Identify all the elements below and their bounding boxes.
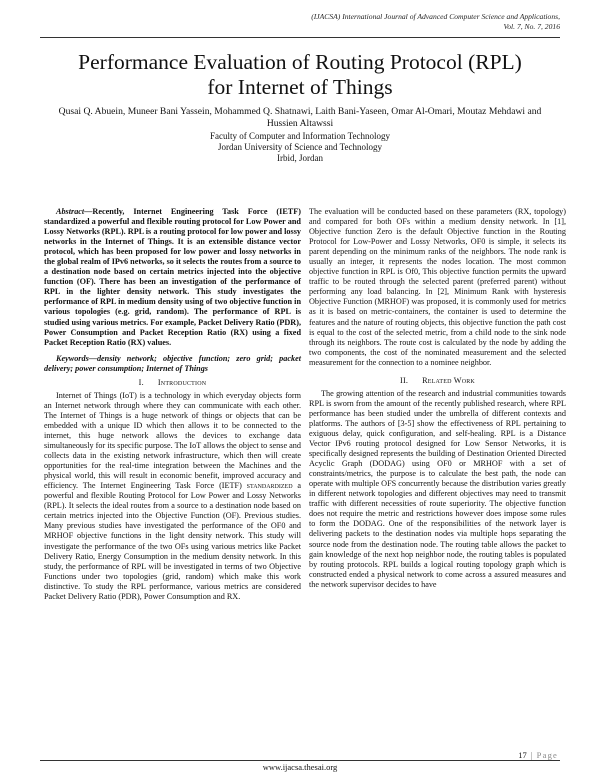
section-title: Related Work [422, 375, 475, 385]
page-number [518, 750, 558, 760]
title-line-2: for Internet of Things [207, 75, 393, 99]
paper-title [40, 50, 560, 100]
page-label: Page [536, 750, 558, 760]
keywords: Keywords—density network; objective function; zero grid; packet delivery; power consumption; Internet of Things [44, 353, 301, 373]
related-work-paragraph: The growing attention of the research and industrial communities towards RPL is sworn from the amount of the recently published research, where RPL performance has been studied under the umbrella of different contexts and platforms. The authors of [3-5] show the effectiveness of RPL pertaining to exiguous delay, quick configuration, and self-healing. RPL is a Distance Vector IPv6 routing protocol designed for Low Sensor Networks, it is specifically designed represents the building of Destination Oriented Directed Acyclic Graph (DODAG) using OF0 or MRHOF with a set of constraints/metrics, the purpose is to calculate the best path, the node can operate with multiple OFS concurrently because the distribution varies greatly in different network topologies and different objectives may need to transmit traffic with different necessities of route superiority. The objective function does not require the metric and restrictions however does impose some rules to form the DODAG. One of the responsibilities of the network layer is delivering packets to the destination nodes via multiple hops separating the source node from the destination node. The routing table allows the packet to gain knowledge of the next hop neighbor node, the routing tables is populated by routing protocols. RPL builds a logical routing topology graph which is constructed ended a physical network to come across a assured measures and the network supervisor decides to have [309, 388, 566, 589]
page-separator: | [530, 750, 533, 760]
section-title: Introduction [157, 377, 207, 387]
page-number-value: 17 [518, 750, 527, 760]
title-line-1: Performance Evaluation of Routing Protocol (RPL) [78, 50, 522, 74]
abstract-text: Recently, Internet Engineering Task Force (IETF) standardized a powerful and flexible routing protocol for Low Power and Lossy Networks (RPL). RPL is a routing protocol for low power and lossy networks in the Internet of Things. It is an extensible distance vector protocol, which has been proposed for low power and lossy networks in the global realm of IPv6 networks, so it selects the routes from a source to a destination node based on certain metrics injected into the objective function (OF). There has been an investigation of the performance of RPL in the lighter density network. This study investigates the performance of RPL in medium density using of two objective function in various topologies (e.g. grid, random). The performance of RPL is studied using various metrics. For example, Packet Delivery Ratio (PDR), Power Consumption and Packet Reception Ratio (RX) using a fixed Packet Reception Ratio (RX) values. [44, 207, 301, 347]
author-list: Qusai Q. Abuein, Muneer Bani Yassein, Mohammed Q. Shatnawi, Laith Bani-Yaseen, Omar Al-Omari, Moutaz Mehdawi and Hussien Altawssi [58, 106, 542, 129]
intro-text-a: Internet of Things (IoT) is a technology in which everyday objects form an Internet network through where they can communicate with each other. The Internet of Things is a huge network of things or objects that can be embedded with a unique ID which then allows it to be connected to the internet, this huge network allows the devices to exchange data simultaneously for its specific purpose. The IoT allows the object to sense and collects data in the existing network infrastructure, which then will create opportunities for the real-time integration between the Machines and the physical world, this will result in economic benefit, improved accuracy and efficiency. The Internet Engineering Task Force (IETF) [44, 390, 301, 491]
introduction-paragraph [44, 391, 301, 602]
affiliation-university: Jordan University of Science and Technology [218, 142, 382, 153]
affiliation-faculty: Faculty of Computer and Information Technology [210, 131, 390, 141]
section-number: II. [400, 375, 409, 385]
affiliation-location: Irbid, Jordan [277, 153, 323, 164]
header-rule [40, 37, 560, 38]
affiliation [40, 131, 560, 165]
intro-continuation-paragraph: The evaluation will be conducted based on these parameters (RX, topology) and compared for both OFs within a medium density network. In [1], Objective function Zero is the default Objective function in the Routing Protocol for Low-Power and Lossy Networks, OF0 is simple, it selects its parent depending on the minimum ranks of the neighbors. The node rank is usually an integer, it represents the nodes location. The most common objective function in RPL is Of0, This objective function permits the upward traffic to be routed through the selected parent (preferred parent) without performing any load balancing. In [2], Minimum Rank with hysteresis Objective Function (MRHOF) was proposed, it is commonly used for metrics as it is based on metric-containers, the container is used to determine the features and the nature of routing objects, this objective function the path cost is equal to the cost of the selected metric, from a child node to the sink node through its neighbors. The route cost is calculated by the node by adding the two components, the cost of the nominated measurement and the selected measurement for the connection to a nominee neighbor. [309, 207, 566, 367]
abstract-lead: Abstract— [56, 207, 93, 216]
journal-header [311, 12, 560, 31]
section-number: I. [138, 377, 144, 387]
journal-volume: Vol. 7, No. 7, 2016 [503, 21, 560, 31]
abstract [44, 207, 301, 348]
journal-name: (IJACSA) International Journal of Advanced Computer Science and Applications, [311, 12, 560, 21]
right-column [309, 207, 566, 590]
left-column [44, 207, 301, 602]
section-heading-related-work [309, 376, 566, 386]
intro-text-b: a powerful and flexible Routing Protocol for Low Power and Lossy Networks (RPL). It selects the ideal routes from a source to a destination node based on certain metrics injected into the Objective Function (OF). Previous studies. Many previous studies have investigated the performance of the OF0 and MRHOF objective functions in the light density network. This study will investigate the performance of the two OFs using various metrics like Packet Delivery Ratio, Energy Consumption in the medium density network. In this study, the performance of RPL will be investigated in terms of two Objective Functions under two topologies (grid, random) which make this work distinctive. To study the RPL performance, various metrics are considered Packet Delivery Ratio (PDR), Power Consumption and RX. [44, 481, 302, 601]
section-heading-introduction [44, 378, 301, 388]
intro-text-standardized: standardized [246, 481, 293, 491]
footer-rule [40, 760, 560, 761]
footer-url: www.ijacsa.thesai.org [262, 762, 338, 772]
